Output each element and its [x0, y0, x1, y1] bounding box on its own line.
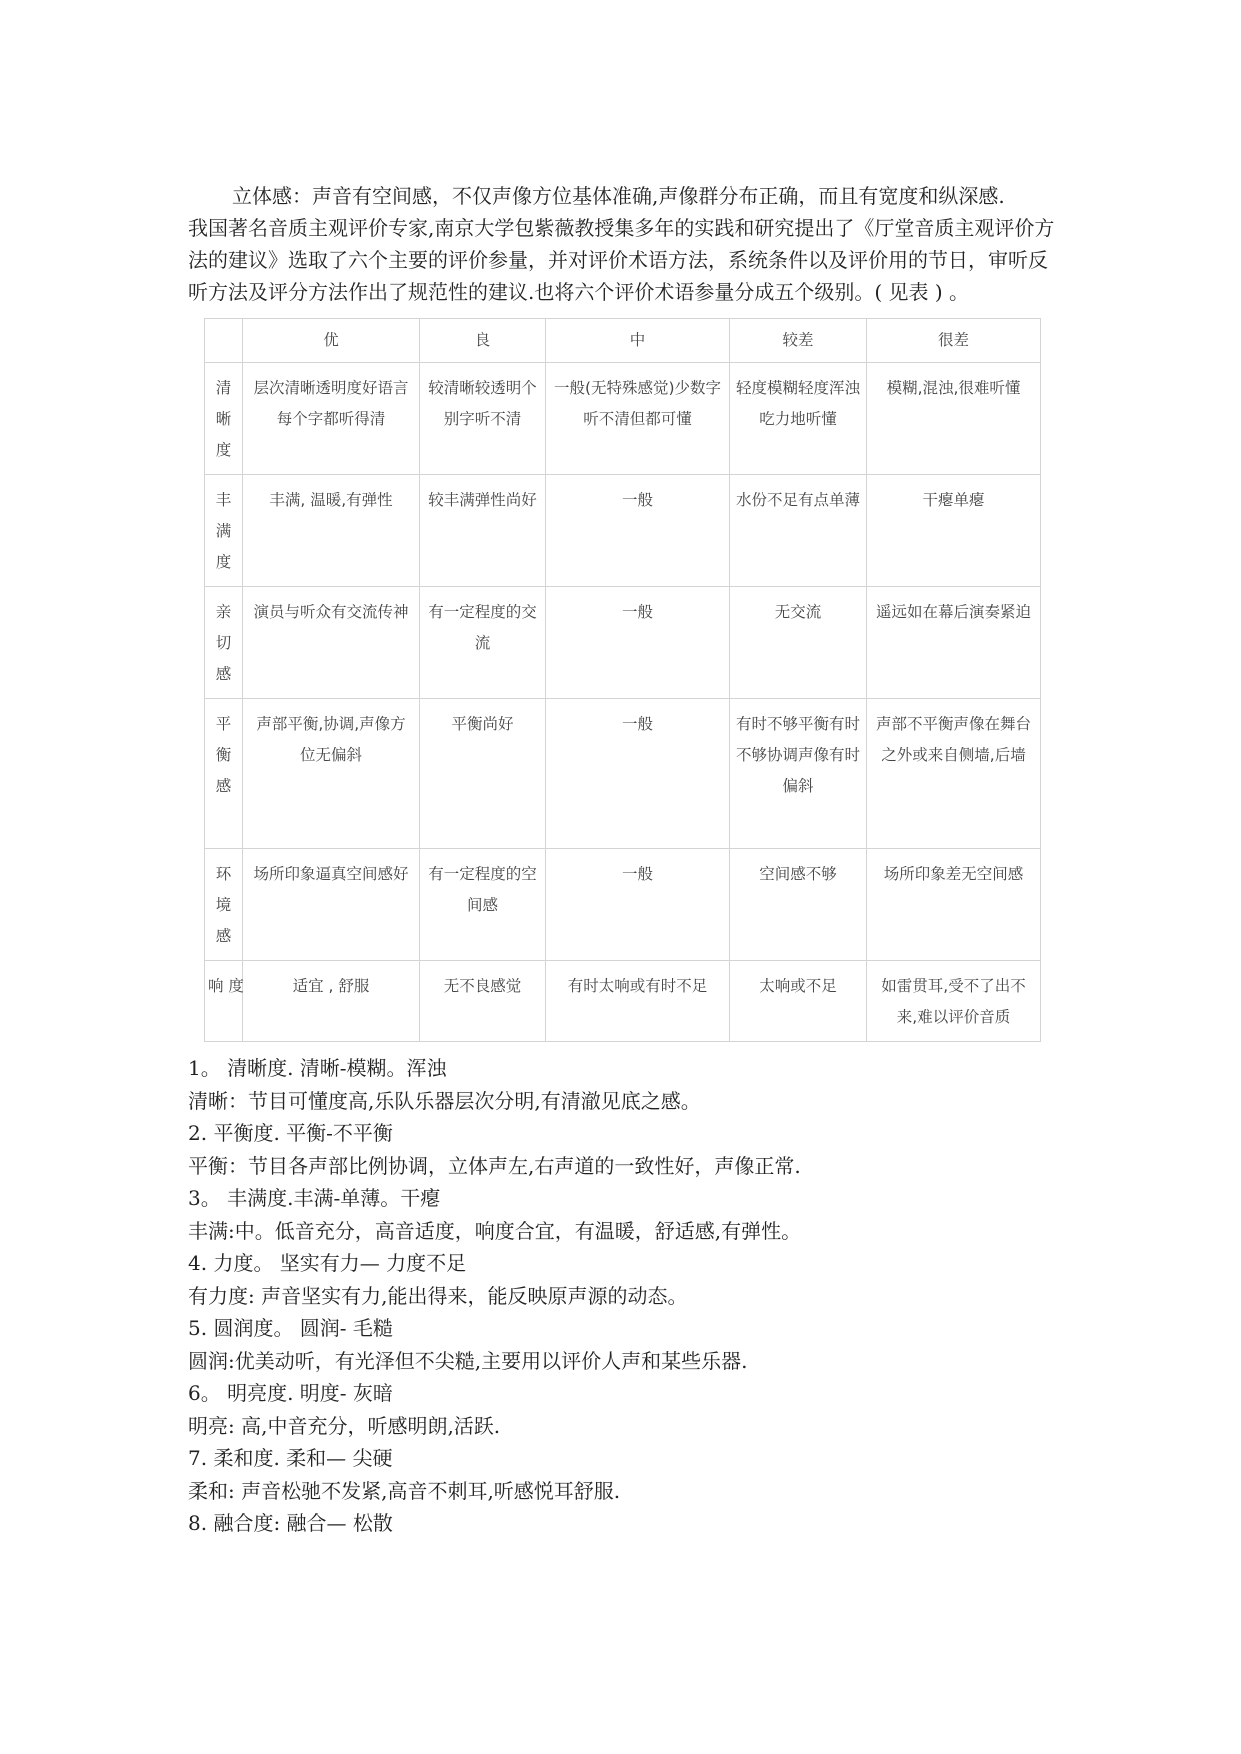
table-header-cell: 中	[546, 319, 730, 363]
table-header-cell: 很差	[867, 319, 1041, 363]
term-heading: 1。 清晰度. 清晰-模糊。浑浊	[188, 1056, 447, 1080]
term-heading: 3。 丰满度.丰满-单薄。干瘪	[188, 1186, 441, 1210]
table-cell: 一般	[546, 475, 730, 587]
term-heading: 5. 圆润度。 圆润- 毛糙	[188, 1316, 393, 1340]
table-cell: 水份不足有点单薄	[730, 475, 867, 587]
table-cell: 轻度模糊轻度浑浊吃力地听懂	[730, 363, 867, 475]
table-cell: 平衡尚好	[420, 699, 546, 849]
table-cell: 无交流	[730, 587, 867, 699]
evaluation-table-wrapper	[204, 318, 1040, 1042]
table-cell: 一般	[546, 587, 730, 699]
paragraph-stereo-definition: 立体感：声音有空间感，不仅声像方位基体准确,声像群分布正确，而且有宽度和纵深感.	[232, 184, 1005, 208]
table-cell: 声部不平衡声像在舞台之外或来自侧墙,后墙	[867, 699, 1041, 849]
term-description: 圆润:优美动听，有光泽但不尖糙,主要用以评价人声和某些乐器.	[188, 1348, 748, 1373]
row-label: 平衡感	[215, 715, 232, 795]
term-heading: 4. 力度。 坚实有力— 力度不足	[188, 1251, 467, 1275]
term-description: 丰满:中。低音充分，高音适度，响度合宜，有温暖，舒适感,有弹性。	[188, 1218, 802, 1243]
table-cell: 空间感不够	[730, 849, 867, 961]
row-label: 亲切感	[215, 603, 232, 683]
table-header-cell: 较差	[730, 319, 867, 363]
table-cell: 较清晰较透明个别字听不清	[420, 363, 546, 475]
table-cell: 有一定程度的交流	[420, 587, 546, 699]
table-row	[205, 363, 1041, 475]
term-list	[188, 1052, 1058, 1540]
table-cell: 遥远如在幕后演奏紧迫	[867, 587, 1041, 699]
term-heading: 2. 平衡度. 平衡-不平衡	[188, 1121, 393, 1145]
term-description: 清晰：节目可懂度高,乐队乐器层次分明,有清澈见底之感。	[188, 1088, 701, 1113]
row-label-cell	[205, 475, 243, 587]
table-cell: 场所印象逼真空间感好	[243, 849, 420, 961]
term-description: 柔和: 声音松驰不发紧,高音不刺耳,听感悦耳舒服.	[188, 1478, 621, 1503]
row-label-cell	[205, 587, 243, 699]
table-header-cell: 良	[420, 319, 546, 363]
table-cell: 如雷贯耳,受不了出不来,难以评价音质	[867, 961, 1041, 1042]
table-cell: 层次清晰透明度好语言每个字都听得清	[243, 363, 420, 475]
row-label: 丰满度	[215, 491, 232, 571]
table-cell: 一般(无特殊感觉)少数字听不清但都可懂	[546, 363, 730, 475]
table-cell: 有一定程度的空间感	[420, 849, 546, 961]
table-cell: 干瘪单瘪	[867, 475, 1041, 587]
table-cell: 模糊,混浊,很难听懂	[867, 363, 1041, 475]
table-cell: 一般	[546, 699, 730, 849]
evaluation-table	[204, 318, 1041, 1042]
table-header-cell: 优	[243, 319, 420, 363]
row-label: 环境感	[215, 865, 232, 945]
term-description: 有力度: 声音坚实有力,能出得来，能反映原声源的动态。	[188, 1283, 688, 1308]
table-cell: 较丰满弹性尚好	[420, 475, 546, 587]
table-cell: 有时不够平衡有时不够协调声像有时偏斜	[730, 699, 867, 849]
table-row	[205, 699, 1041, 849]
table-cell: 无不良感觉	[420, 961, 546, 1042]
row-label-cell	[205, 363, 243, 475]
term-description: 明亮: 高,中音充分，听感明朗,活跃.	[188, 1413, 501, 1438]
paragraph-evaluation-intro: 我国著名音质主观评价专家,南京大学包紫薇教授集多年的实践和研究提出了《厅堂音质主观评价方法的建议》选取了六个主要的评价参量，并对评价术语方法，系统条件以及评价用的节日，审听反听方法及评分方法作出了规范性的建议.也将六个评价术语参量分成五个级别。( 见表 ) 。	[188, 216, 1055, 304]
table-cell: 演员与听众有交流传神	[243, 587, 420, 699]
term-heading: 6。 明亮度. 明度- 灰暗	[188, 1381, 393, 1405]
term-heading: 7. 柔和度. 柔和— 尖硬	[188, 1446, 393, 1470]
document-page	[188, 180, 1058, 1540]
table-cell: 声部平衡,协调,声像方位无偏斜	[243, 699, 420, 849]
table-row	[205, 849, 1041, 961]
table-row	[205, 587, 1041, 699]
row-label-cell	[205, 849, 243, 961]
table-cell: 适宜 , 舒服	[243, 961, 420, 1042]
table-cell: 一般	[546, 849, 730, 961]
table-cell: 太响或不足	[730, 961, 867, 1042]
table-header-cell	[205, 319, 243, 363]
table-row	[205, 475, 1041, 587]
table-row	[205, 961, 1041, 1042]
table-header-row	[205, 319, 1041, 363]
row-label-cell	[205, 961, 243, 1042]
row-label: 清晰度	[215, 379, 232, 459]
term-description: 平衡：节目各声部比例协调，立体声左,右声道的一致性好，声像正常.	[188, 1153, 801, 1178]
table-cell: 丰满, 温暖,有弹性	[243, 475, 420, 587]
table-cell: 有时太响或有时不足	[546, 961, 730, 1042]
row-label: 响 度	[208, 977, 244, 995]
row-label-cell	[205, 699, 243, 849]
table-cell: 场所印象差无空间感	[867, 849, 1041, 961]
term-heading: 8. 融合度: 融合— 松散	[188, 1511, 393, 1535]
